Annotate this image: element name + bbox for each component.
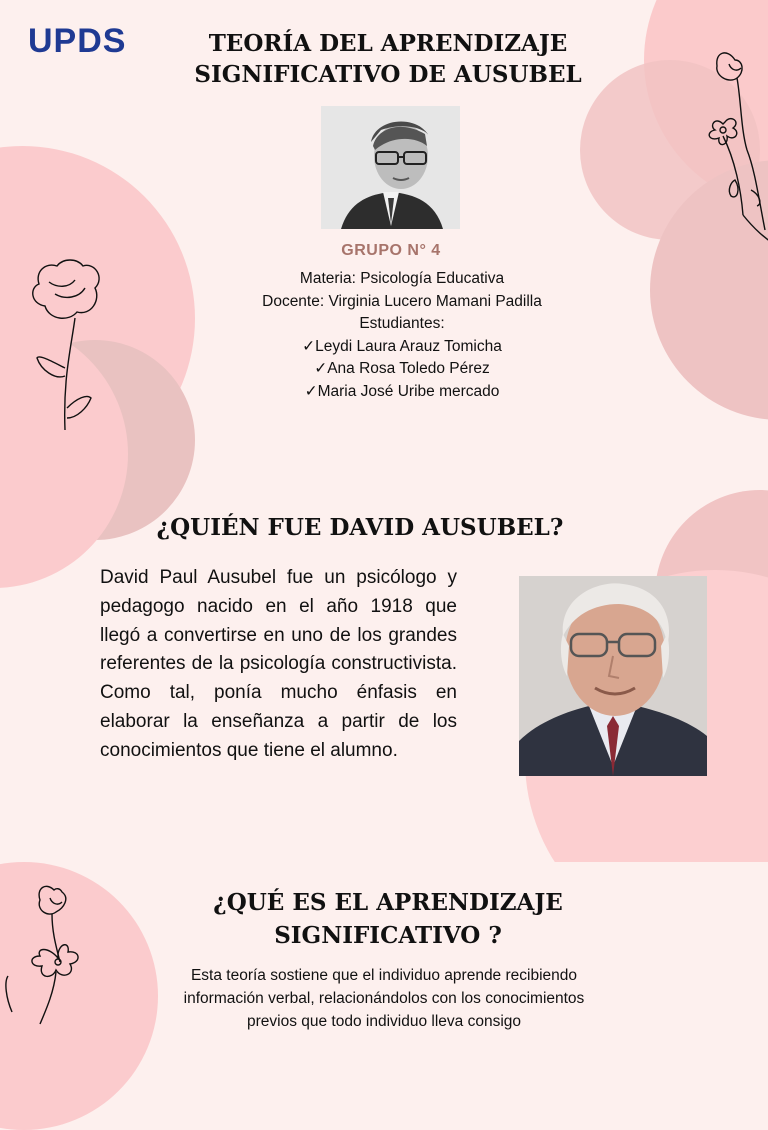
what-paragraph: Esta teoría sostiene que el individuo aprende recibiendo información verbal, relacionándolos con los conocimientos previos que todo individuo lleva consigo: [183, 967, 585, 1030]
estudiantes-label: Estudiantes:: [359, 315, 445, 333]
portrait-young-ausubel: [321, 106, 460, 229]
portrait-young-illustration: [321, 106, 460, 229]
flower-line-art-left: [25, 258, 115, 433]
page-title-line1: TEORÍA DEL APRENDIZAJE: [208, 30, 568, 57]
portrait-old-illustration: [519, 576, 707, 776]
section-heading-who: ¿QUIÉN FUE DAVID AUSUBEL?: [156, 514, 564, 541]
materia-text: Materia: Psicología Educativa: [299, 270, 505, 287]
flower-line-art-top-right: [685, 40, 768, 260]
who-paragraph: David Paul Ausubel fue un psicólogo y pedagogo nacido en el año 1918 que llegó a convertirse en uno de los grandes referentes de la psicología constructivista. Como tal, ponía mucho énfasis en elaborar la enseñanza a partir de los conocimientos que tiene el alumno.: [100, 567, 457, 761]
page-title-line2: SIGNIFICATIVO DE AUSUBEL: [194, 61, 582, 88]
group-info: [200, 268, 604, 404]
student-item: ✓Maria José Uribe mercado: [304, 382, 500, 400]
portrait-old-ausubel: [519, 576, 707, 776]
section-heading-what: [178, 886, 598, 952]
group-number: GRUPO N° 4: [341, 242, 441, 259]
student-item: ✓Ana Rosa Toledo Pérez: [314, 360, 490, 378]
student-item: ✓Leydi Laura Arauz Tomicha: [302, 337, 502, 355]
section-heading-what-line2: SIGNIFICATIVO ?: [274, 922, 502, 949]
section-heading-what-line1: ¿QUÉ ES EL APRENDIZAJE: [213, 889, 563, 916]
docente-text: Docente: Virginia Lucero Mamani Padilla: [262, 292, 542, 310]
page-title: [178, 28, 598, 90]
upds-logo: UPDS: [28, 22, 127, 60]
flower-line-art-bottom-left: [0, 882, 100, 1024]
